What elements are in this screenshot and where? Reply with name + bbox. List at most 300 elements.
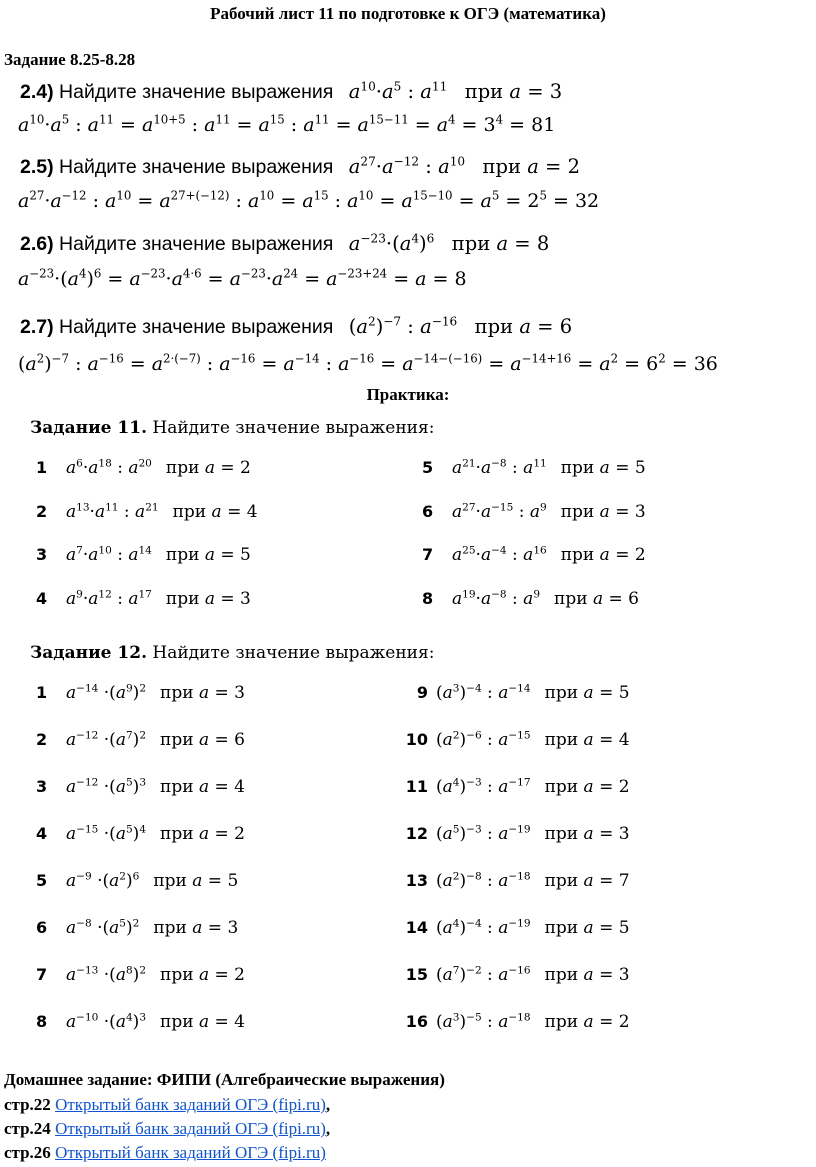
- exponent: 4: [452, 917, 460, 930]
- exponent: 14: [138, 544, 152, 557]
- exponent: −15: [508, 729, 531, 742]
- example-id: 2.7): [20, 316, 54, 338]
- example-2-4-heading: [20, 80, 562, 104]
- exercise-number: 16: [405, 1012, 428, 1031]
- variable-a: a: [523, 588, 534, 609]
- variable-a: a: [498, 871, 509, 891]
- exponent: −15: [76, 823, 99, 836]
- variable-a: a: [442, 777, 453, 797]
- condition: при a = 4: [544, 730, 630, 750]
- exponent: −19: [508, 917, 531, 930]
- exponent: 3: [139, 1011, 147, 1024]
- exponent: 3: [452, 1011, 460, 1024]
- exercise-item: [36, 730, 245, 750]
- exercise-item: [36, 683, 245, 703]
- cond-word: при: [160, 730, 194, 750]
- variable-a: a: [498, 965, 509, 985]
- condition: при a = 3: [153, 918, 239, 938]
- variable-a: a: [88, 545, 99, 565]
- exercise-number: 15: [405, 965, 428, 984]
- homework-page: стр.26: [4, 1143, 51, 1162]
- exercise-number: 6: [36, 918, 48, 937]
- expression: $a^{25}\cdot a^{-4}$ : $a^{16}$: [452, 544, 547, 565]
- cond-value: 3: [227, 918, 239, 938]
- exponent: −12: [76, 776, 99, 789]
- exponent: 11: [533, 457, 547, 470]
- variable-a: a: [599, 545, 610, 565]
- exponent: −4: [466, 682, 482, 695]
- cond-value: 7: [618, 871, 630, 891]
- expression: $(a^3)^{-5}$ : $a^{-18}$: [436, 1011, 531, 1032]
- expression: $(a^4)^{-3}$ : $a^{-17}$: [436, 776, 531, 797]
- exponent: −16: [508, 964, 531, 977]
- condition: при a = 5: [560, 458, 646, 478]
- variable-a: a: [442, 918, 453, 938]
- variable-a: a: [128, 545, 139, 565]
- exercise-item: [400, 730, 630, 750]
- exercise-number: 3: [36, 777, 48, 796]
- example-expression: $a^{-23}\cdot(a^4)^6$: [348, 231, 435, 255]
- cond-word: при: [544, 777, 579, 797]
- variable-a: a: [88, 458, 99, 478]
- cond-value: 4: [234, 777, 245, 797]
- exercise-number: 10: [405, 730, 428, 749]
- cond-word: при: [165, 458, 200, 478]
- variable-a: a: [198, 777, 210, 797]
- variable-a: a: [66, 965, 77, 985]
- exponent: −10: [76, 1011, 99, 1024]
- variable-a: a: [583, 824, 594, 844]
- condition: при a = 3: [165, 588, 251, 609]
- variable-a: a: [198, 730, 210, 750]
- cond-word: при: [560, 545, 595, 565]
- cond-word: при: [165, 588, 200, 609]
- exponent: −4: [466, 917, 482, 930]
- expression: $a^{21}\cdot a^{-8}$ : $a^{11}$: [452, 457, 547, 478]
- example-id: 2.4): [20, 81, 54, 103]
- condition: при a = 5: [544, 918, 630, 938]
- cond-value: 2: [234, 824, 245, 844]
- exponent: 17: [138, 587, 152, 600]
- variable-a: a: [198, 683, 210, 703]
- variable-a: a: [204, 588, 215, 609]
- variable-a: a: [498, 683, 509, 703]
- expression: $a^{-12} \cdot(a^7)^2$: [66, 729, 147, 750]
- variable-a: a: [128, 458, 139, 478]
- exponent: −13: [76, 964, 99, 977]
- variable-a: a: [88, 588, 99, 609]
- expression: $a^{-15} \cdot(a^5)^4$: [66, 823, 147, 844]
- condition: при a = 4: [160, 1012, 245, 1032]
- expression: $a^{-10} \cdot(a^4)^3$: [66, 1011, 147, 1032]
- cond-word: при: [160, 777, 194, 797]
- cond-word: при: [160, 824, 194, 844]
- cond-word: при: [544, 1012, 579, 1032]
- homework-title: Домашнее задание: ФИПИ (Алгебраические выражения): [4, 1070, 445, 1089]
- condition: при a = 2: [560, 545, 646, 565]
- variable-a: a: [529, 501, 541, 522]
- cond-value: 5: [634, 458, 646, 478]
- cond-word: при: [153, 871, 187, 891]
- variable-a: a: [115, 777, 126, 797]
- exponent: 2: [119, 870, 126, 883]
- exercise-number: 4: [36, 824, 48, 843]
- expression: $(a^4)^{-4}$ : $a^{-19}$: [436, 917, 531, 938]
- expression: $(a^2)^{-6}$ : $a^{-15}$: [436, 729, 531, 750]
- condition: при a = 5: [165, 545, 251, 565]
- variable-a: a: [442, 965, 453, 985]
- cond-value: 2: [634, 545, 646, 565]
- variable-a: a: [452, 458, 463, 478]
- variable-a: a: [498, 918, 509, 938]
- variable-a: a: [115, 683, 126, 703]
- example-text: Найдите значение выражения: [59, 316, 334, 338]
- cond-word: при: [544, 918, 579, 938]
- condition: при a = 5: [153, 871, 239, 891]
- condition: при a = 6: [160, 730, 245, 750]
- task-label: Задание 12.: [30, 643, 147, 663]
- exponent: 7: [452, 964, 460, 977]
- exponent: 2: [139, 682, 147, 695]
- cond-value: 5: [618, 683, 630, 703]
- condition: при a = 4: [160, 777, 245, 797]
- exponent: 7: [125, 729, 133, 742]
- exponent: −8: [76, 917, 92, 930]
- variable-a: a: [66, 824, 77, 844]
- exponent: 5: [119, 917, 126, 930]
- variable-a: a: [94, 501, 106, 522]
- example-2-5-solution: $a^{27}\cdot a^{-12}$ : $a^{10} = a^{27+(-12)}$ : $a^{10} = a^{15}$ : $a^{10} = a^{15-10} = a^5 = 2^5 = 32$: [18, 188, 600, 212]
- variable-a: a: [192, 918, 203, 938]
- condition: при a = 2: [544, 777, 630, 797]
- variable-a: a: [128, 588, 139, 609]
- homework-page: стр.24: [4, 1119, 51, 1138]
- exercise-number: 14: [405, 918, 428, 937]
- variable-a: a: [66, 588, 77, 609]
- exponent: 4: [452, 776, 460, 789]
- exercise-item: [400, 1012, 630, 1032]
- cond-value: 6: [628, 588, 639, 609]
- exponent: 2: [139, 729, 147, 742]
- exponent: −12: [76, 729, 99, 742]
- condition: при a = 3: [544, 965, 630, 985]
- exponent: −3: [466, 776, 482, 789]
- exercise-number: 1: [36, 458, 48, 477]
- variable-a: a: [66, 777, 77, 797]
- exercise-number: 11: [405, 777, 428, 796]
- variable-a: a: [583, 918, 594, 938]
- homework-line: [4, 1143, 326, 1163]
- exponent: 9: [533, 587, 541, 600]
- example-2-6-heading: [20, 232, 549, 256]
- variable-a: a: [498, 824, 509, 844]
- variable-a: a: [66, 1012, 77, 1032]
- fipi-link[interactable]: Открытый банк заданий ОГЭ (fipi.ru): [55, 1143, 326, 1162]
- example-2-4-solution: $a^{10}\cdot a^5$ : $a^{11} = a^{10+5}$ : $a^{11} = a^{15}$ : $a^{11} = a^{15-11} = a^4 = 3^4 = 81$: [18, 112, 556, 136]
- example-condition: при a = 8: [451, 232, 550, 255]
- exponent: 13: [76, 500, 90, 513]
- variable-a: a: [211, 501, 222, 522]
- exponent: 5: [125, 776, 133, 789]
- exponent: 18: [98, 457, 112, 470]
- exponent: 7: [76, 544, 83, 557]
- cond-value: 2: [234, 965, 245, 985]
- cond-value: 3: [618, 824, 630, 844]
- exponent: 9: [76, 587, 83, 600]
- homework-line: [4, 1119, 330, 1139]
- variable-a: a: [452, 501, 463, 522]
- variable-a: a: [592, 588, 604, 609]
- task-11-heading: [30, 418, 434, 438]
- cond-value: 5: [227, 871, 239, 891]
- variable-a: a: [442, 824, 453, 844]
- exponent: 4: [139, 823, 147, 836]
- exercise-item: [36, 824, 245, 844]
- cond-value: 5: [240, 545, 251, 565]
- variable-a: a: [442, 871, 453, 891]
- cond-value: 2: [240, 458, 251, 478]
- variable-a: a: [115, 824, 126, 844]
- exercise-number: 5: [36, 871, 48, 890]
- condition: при a = 4: [172, 501, 258, 522]
- expression: $a^6\cdot a^{18}$ : $a^{20}$: [66, 457, 152, 478]
- variable-a: a: [66, 545, 77, 565]
- homework-tail: ,: [325, 1119, 331, 1138]
- cond-word: при: [560, 501, 595, 522]
- exponent: −3: [466, 823, 482, 836]
- expression: $(a^5)^{-3}$ : $a^{-19}$: [436, 823, 531, 844]
- variable-a: a: [498, 1012, 509, 1032]
- exponent: −9: [76, 870, 92, 883]
- exponent: −6: [466, 729, 482, 742]
- exercise-item: [36, 918, 238, 938]
- example-id: 2.6): [20, 233, 54, 255]
- cond-value: 4: [234, 1012, 245, 1032]
- expression: $a^{-14} \cdot(a^9)^2$: [66, 682, 147, 703]
- exponent: −14: [76, 682, 99, 695]
- exponent: 5: [452, 823, 460, 836]
- exercise-number: 12: [405, 824, 428, 843]
- condition: при a = 2: [165, 458, 251, 478]
- exercise-item: [36, 545, 251, 565]
- example-2-7-solution: $(a^2)^{-7}$ : $a^{-16} = a^{2\cdot(-7)}$ : $a^{-16} = a^{-14}$ : $a^{-16} = a^{-14-(-16)} = a^{-14+16} = a^2 = 6^2 = 36$: [18, 351, 718, 375]
- fipi-link[interactable]: Открытый банк заданий ОГЭ (fipi.ru): [55, 1095, 326, 1114]
- cond-word: при: [451, 232, 491, 255]
- exponent: 20: [138, 457, 152, 470]
- variable-a: a: [599, 501, 610, 522]
- variable-a: a: [498, 730, 509, 750]
- exercise-number: 3: [36, 545, 48, 564]
- condition: при a = 5: [544, 683, 630, 703]
- variable-a: a: [452, 545, 463, 565]
- exponent: 6: [76, 457, 83, 470]
- exercise-number: 5: [422, 458, 434, 477]
- cond-value: 4: [246, 501, 258, 522]
- cond-word: при: [160, 683, 194, 703]
- expression: $a^{13}\cdot a^{11}$ : $a^{21}$: [66, 500, 159, 522]
- expression: $a^7\cdot a^{10}$ : $a^{14}$: [66, 544, 152, 565]
- variable-a: a: [198, 824, 210, 844]
- variable-a: a: [66, 871, 77, 891]
- variable-a: a: [66, 458, 77, 478]
- exercise-number: 7: [422, 545, 434, 564]
- variable-a: a: [198, 1012, 210, 1032]
- variable-a: a: [66, 918, 77, 938]
- variable-a: a: [66, 501, 77, 522]
- task-text: Найдите значение выражения:: [152, 643, 435, 663]
- example-2-7-heading: [20, 315, 572, 339]
- variable-a: a: [480, 501, 492, 522]
- cond-word: при: [160, 965, 194, 985]
- cond-value: 3: [240, 588, 251, 609]
- example-id: 2.5): [20, 156, 54, 178]
- exponent: −5: [466, 1011, 482, 1024]
- exercise-item: [422, 545, 646, 565]
- cond-word: при: [464, 80, 504, 103]
- expression: $a^{27}\cdot a^{-15}$ : $a^9$: [452, 500, 547, 522]
- task-12-heading: [30, 643, 434, 663]
- exponent: 16: [533, 544, 547, 557]
- exponent: −15: [491, 500, 514, 513]
- variable-a: a: [583, 683, 594, 703]
- example-2-6-solution: $a^{-23}\cdot(a^4)^6 = a^{-23}\cdot a^{4\cdot 6} = a^{-23}\cdot a^{24} = a^{-23+24} = a = 8$: [18, 266, 467, 290]
- exponent: 27: [462, 500, 476, 513]
- condition: при a = 2: [160, 824, 245, 844]
- cond-word: при: [474, 315, 514, 338]
- condition: при a = 6: [554, 588, 639, 609]
- example-text: Найдите значение выражения: [59, 233, 334, 255]
- exponent: −8: [466, 870, 482, 883]
- exponent: −4: [491, 544, 507, 557]
- exponent: −8: [491, 457, 507, 470]
- expression: $a^{19}\cdot a^{-8}$ : $a^9$: [452, 587, 541, 609]
- exercise-item: [400, 918, 630, 938]
- exercise-item: [36, 458, 251, 478]
- variable-a: a: [523, 545, 534, 565]
- exponent: 21: [462, 457, 476, 470]
- variable-a: a: [66, 730, 77, 750]
- variable-a: a: [109, 871, 120, 891]
- exponent: 3: [452, 682, 460, 695]
- exponent: 6: [132, 870, 140, 883]
- exercise-item: [400, 777, 630, 797]
- expression: $a^{-8} \cdot(a^5)^2$: [66, 917, 140, 938]
- cond-value: 2: [618, 1012, 630, 1032]
- exercise-item: [36, 502, 258, 522]
- exponent: 19: [462, 587, 476, 600]
- exponent: −19: [508, 823, 531, 836]
- variable-a: a: [198, 965, 210, 985]
- exponent: 5: [125, 823, 133, 836]
- exercise-number: 7: [36, 965, 48, 984]
- variable-a: a: [599, 458, 610, 478]
- exponent: −18: [508, 870, 531, 883]
- exercise-number: 13: [405, 871, 428, 890]
- cond-value: 3: [634, 501, 646, 522]
- variable-a: a: [583, 730, 594, 750]
- variable-a: a: [480, 588, 492, 609]
- exponent: 12: [98, 587, 112, 600]
- example-expression: $a^{10}\cdot a^5$ : $a^{11}$: [348, 79, 448, 103]
- exercise-item: [36, 777, 245, 797]
- exercise-item: [36, 965, 245, 985]
- task-label: Задание 11.: [30, 418, 147, 438]
- homework-tail: ,: [325, 1095, 331, 1114]
- exercise-item: [36, 589, 251, 609]
- task-text: Найдите значение выражения:: [152, 418, 435, 438]
- exponent: 9: [540, 500, 547, 513]
- exercise-number: 4: [36, 588, 48, 608]
- exponent: 3: [139, 776, 147, 789]
- variable-a: a: [583, 1012, 594, 1032]
- cond-value: 2: [618, 777, 630, 797]
- exercise-number: 2: [36, 501, 48, 521]
- condition: при a = 3: [160, 683, 245, 703]
- exponent: 2: [132, 917, 140, 930]
- exercise-item: [422, 458, 646, 478]
- example-condition: при a = 6: [474, 315, 573, 338]
- exercise-number: 1: [36, 683, 48, 702]
- cond-value: 6: [234, 730, 245, 750]
- example-expression: $a^{27}\cdot a^{-12}$ : $a^{10}$: [348, 154, 466, 178]
- variable-a: a: [135, 501, 146, 522]
- exponent: 11: [105, 500, 119, 513]
- exercise-number: 8: [36, 1012, 48, 1031]
- variable-a: a: [480, 545, 492, 565]
- fipi-link[interactable]: Открытый банк заданий ОГЭ (fipi.ru): [55, 1119, 326, 1138]
- exercise-item: [36, 871, 238, 891]
- expression: $(a^3)^{-4}$ : $a^{-14}$: [436, 682, 531, 703]
- exercise-number: 9: [416, 683, 428, 702]
- example-text: Найдите значение выражения: [59, 81, 334, 103]
- cond-word: при: [544, 730, 579, 750]
- expression: $a^{-13} \cdot(a^8)^2$: [66, 964, 147, 985]
- expression: $a^{-9} \cdot(a^2)^6$: [66, 870, 140, 891]
- variable-a: a: [204, 545, 215, 565]
- exponent: −14: [508, 682, 531, 695]
- homework-page: стр.22: [4, 1095, 51, 1114]
- exponent: 2: [452, 870, 460, 883]
- exponent: 4: [125, 1011, 133, 1024]
- cond-word: при: [544, 683, 579, 703]
- exponent: −18: [508, 1011, 531, 1024]
- exponent: −2: [466, 964, 482, 977]
- variable-a: a: [115, 965, 126, 985]
- variable-a: a: [498, 777, 509, 797]
- variable-a: a: [442, 730, 453, 750]
- variable-a: a: [583, 871, 594, 891]
- example-text: Найдите значение выражения: [59, 156, 334, 178]
- exercise-item: [36, 1012, 245, 1032]
- variable-a: a: [583, 965, 594, 985]
- variable-a: a: [115, 730, 126, 750]
- exercise-item: [422, 502, 646, 522]
- condition: при a = 3: [544, 824, 630, 844]
- exponent: 10: [98, 544, 112, 557]
- exercise-number: 6: [422, 501, 434, 521]
- exponent: 2: [139, 964, 147, 977]
- variable-a: a: [442, 1012, 453, 1032]
- exercise-item: [400, 965, 630, 985]
- variable-a: a: [204, 458, 215, 478]
- exercise-item: [422, 589, 639, 609]
- variable-a: a: [583, 777, 594, 797]
- cond-word: при: [554, 588, 588, 609]
- exercise-item: [400, 683, 630, 703]
- cond-word: при: [544, 824, 579, 844]
- page-title: Рабочий лист 11 по подготовке к ОГЭ (математика): [210, 4, 606, 23]
- cond-word: при: [482, 155, 521, 178]
